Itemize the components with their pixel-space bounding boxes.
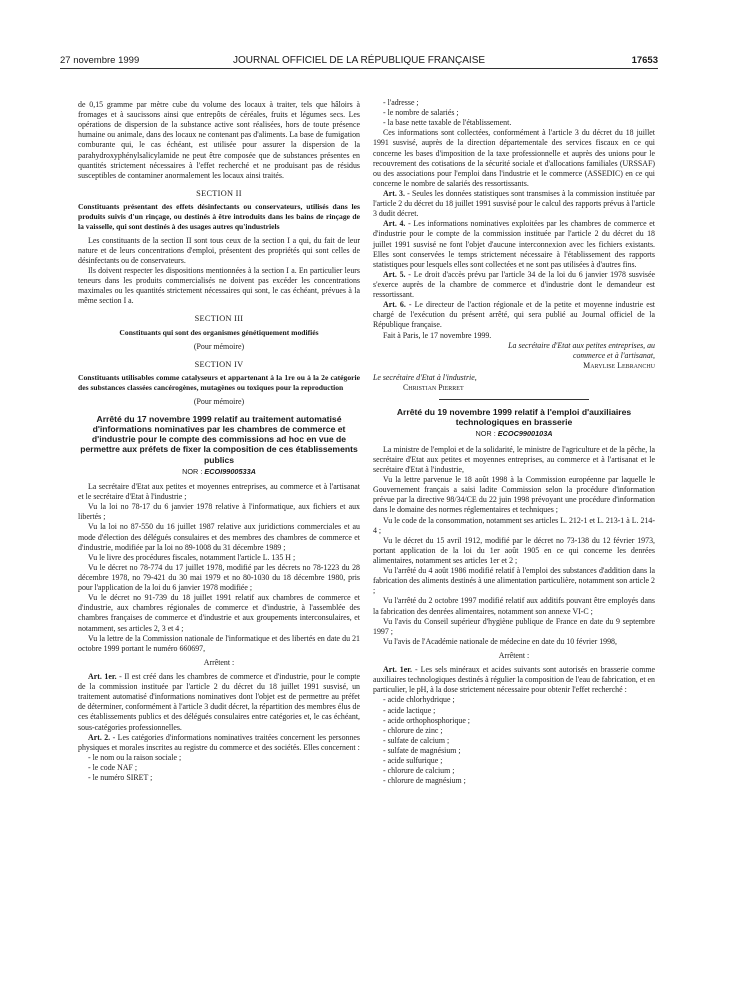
list-item: - la base nette taxable de l'établissement. [383, 118, 655, 128]
paragraph: Vu l'arrêté du 4 août 1986 modifié relatif à l'emploi des substances d'addition dans la fabrication des aliments destinés à une alimentation particulière, notamment son article 2 ; [373, 566, 655, 596]
paragraph: Vu la lettre de la Commission nationale de l'informatique et des libertés en date du 21 octobre 1999 portant le numéro 660697, [78, 633, 360, 653]
signing-place-date: Fait à Paris, le 17 novembre 1999. [383, 330, 492, 340]
arretent-label: Arrêtent : [203, 657, 235, 667]
paragraph: Vu la loi no 87-550 du 16 juillet 1987 relative aux juridictions commerciales et au mode d'élection des délégués consulaires et des membres des chambres de commerce et d'industrie, modifiée par la loi no 89-1008 du 31 décembre 1989 ; [78, 522, 360, 552]
decree-title: Arrêté du 19 novembre 1999 relatif à l'emploi d'auxiliaires technologiques en brasserie [396, 407, 632, 428]
list-item: - chlorure de zinc ; [383, 726, 655, 736]
nor-label: NOR : [182, 466, 203, 476]
list-item: - acide orthophosphorique ; [383, 716, 655, 726]
article-label: Art. 3. [383, 188, 405, 198]
nor-code: ECOI9900533A [204, 466, 256, 476]
paragraph: Ils doivent respecter les dispositions mentionnées à la section I a. En particulier leurs teneurs dans les produits commercialisés ne doivent pas excéder les concentrations maximales ou les quantités strictement nécessaires qui sont, le cas échéant, prévues à la même section I a. [78, 265, 360, 306]
section-subheading: Constituants utilisables comme catalyseurs et appartenant à la 1re ou à la 2e catégorie des substances classées cancérogènes, mutagènes ou toxiques pour la reproduction [78, 373, 360, 393]
list-item: - chlorure de calcium ; [383, 766, 655, 776]
list-item: - sulfate de calcium ; [383, 736, 655, 746]
paragraph: Vu la lettre parvenue le 18 août 1998 à la Commission européenne par laquelle le Gouvernement français a saisi ladite Commission selon la procédure d'information prévue par la directive 98/34/CE du 22 juin 1998 prévoyant une procédure d'information dans le domaine des normes réglementaires et techniques ; [373, 475, 655, 515]
signatory-title: La secrétaire d'Etat aux petites entreprises, au commerce et à l'artisanat, [508, 340, 655, 360]
header-rule [60, 68, 658, 69]
paragraph: Vu l'avis du Conseil supérieur d'hygiène publique de France en date du 9 septembre 1997 ; [373, 616, 655, 636]
paragraph: Vu l'arrêté du 2 octobre 1997 modifié relatif aux additifs pouvant être employés dans la fabrication des denrées alimentaires, notamment son annexe VI-C ; [373, 596, 655, 616]
paragraph: Vu le décret no 91-739 du 18 juillet 1991 relatif aux chambres de commerce et d'industrie, aux chambres régionales de commerce et d'industrie, à l'assemblée des chambres françaises de commerce et d'industrie et aux groupements interconsulaires, et notamment, ses articles 2, 3 et 4 ; [78, 593, 360, 633]
section-heading: SECTION III [194, 314, 244, 324]
article-label: Art. 2. [88, 732, 111, 742]
paragraph: Vu le décret no 78-774 du 17 juillet 1978, modifié par les décrets no 78-1223 du 28 décembre 1978, no 79-421 du 30 mai 1979 et no 80-1030 du 18 décembre 1980, pris pour l'application de la loi du 6 janvier 1978 modifiée ; [78, 562, 360, 593]
list-item: - sulfate de magnésium ; [383, 746, 655, 756]
section-subheading: Constituants qui sont des organismes génétiquement modifiés [119, 328, 319, 338]
paragraph: Vu le livre des procédures fiscales, notamment l'article L. 135 H ; [88, 552, 296, 562]
section-heading: SECTION IV [194, 359, 244, 369]
arretent-label: Arrêtent : [498, 650, 530, 660]
article-text: - Il est créé dans les chambres de commerce et d'industrie, pour le compte de la commission instituée par l'article 2 du décret du 18 juillet 1991 susvisé, un traitement automatisé d'informations nominatives dont l'objet est de permettre au préfet de déterminer, conformément à l'article 3 dudit décret, la répartition des membres élus de ces établissements publics et des délégués consulaires entre catégories et, le cas échéant, sous-catégories professionnelles. [78, 672, 360, 732]
section-note: (Pour mémoire) [193, 341, 245, 351]
paragraph: de 0,15 gramme par mètre cube du volume des locaux à traiter, tels que hâloirs à fromages et à saucissons ainsi que entrepôts de céréales, fruits et légumes secs. Les opérations de dispersion de la substance active sont réalisées, hors de toute présence humaine ou animale, dans des locaux ne contenant pas d'aliments. La base de fumigation comburante qui, le cas échéant, est utilisée pour assurer la dispersion de la parahydroxyphénylsalicylamide ne peut être composée que de substances présentes en quantités strictement nécessaires à l'effet recherché et ne produisant pas de résidus susceptibles de contaminer anormalement les locaux ainsi traités. [78, 100, 360, 180]
header-journal-title: JOURNAL OFFICIEL DE LA RÉPUBLIQUE FRANÇAISE [232, 55, 486, 66]
paragraph: Ces informations sont collectées, conformément à l'article 3 du décret du 18 juillet 1991 susvisé, auprès de la direction départementale des services fiscaux en ce qui concerne les bases d'imposition de la taxe professionnelle et auprès des unions pour le recouvrement des cotisations de la sécurité sociale et d'allocations familiales (URSSAF) ou des associations pour l'emploi dans l'industrie et le commerce (ASSEDIC) en ce qui concerne le nombre de salariés des ressortissants. [373, 128, 655, 188]
article-text: - Le directeur de l'action régionale et de la petite et moyenne industrie est chargé de l'exécution du présent arrêté, qui sera publié au Journal officiel de la République française. [373, 300, 655, 330]
list-item: - le numéro SIRET ; [88, 773, 360, 783]
article-text: - Les sels minéraux et acides suivants sont autorisés en brasserie comme auxiliaires technologiques destinés à régulier la composition de l'eau de fabrication, et en particulier, le pH, à la dose strictement nécessaire pour obtenir l'effet recherché : [373, 665, 655, 695]
paragraph: La ministre de l'emploi et de la solidarité, le ministre de l'agriculture et de la pêche, la secrétaire d'Etat aux petites et moyennes entreprises, au commerce et à l'artisanat et le secrétaire d'Etat à l'industrie, [373, 444, 655, 474]
article-text: - Les informations nominatives exploitées par les chambres de commerce et d'industrie pour le compte de la commission instituée par l'article 2 du décret du 18 juillet 1991 susvisé ne font l'objet d'aucune interconnexion avec les fichiers existants. Elles sont conservées le temps strictement nécessaire à l'établissement des rapports statistiques pour lesquels elles sont collectées et ne sont pas utilisées à d'autres fins. [373, 219, 655, 269]
list-item: - acide lactique ; [383, 706, 655, 716]
article-label: Art. 4. [383, 219, 406, 229]
paragraph: Vu la loi no 78-17 du 6 janvier 1978 relative à l'informatique, aux fichiers et aux libertés ; [78, 502, 360, 522]
list-item: - acide chlorhydrique ; [383, 695, 655, 705]
decree-title: Arrêté du 17 novembre 1999 relatif au traitement automatisé d'informations nominatives par les chambres de commerce et d'industrie pour le compte des commissions ad hoc en vue de permettre aux préfets de fixer la composition de ces établissements publics [80, 414, 358, 465]
article-text: - Seules les données statistiques sont transmises à la commission instituée par l'article 2 du décret du 18 juillet 1991 susvisé pour le calcul des rapports prévus à l'article 3 dudit décret. [373, 188, 655, 219]
list-item: - chlorure de magnésium ; [383, 776, 655, 786]
section-heading: SECTION II [196, 188, 242, 198]
article-label: Art. 6. [383, 300, 406, 310]
list-item: - acide sulfurique ; [383, 756, 655, 766]
paragraph: La secrétaire d'Etat aux petites et moyennes entreprises, au commerce et à l'artisanat et le secrétaire d'Etat à l'industrie ; [78, 482, 360, 502]
header-date: 27 novembre 1999 [60, 55, 140, 66]
paragraph: Les constituants de la section II sont tous ceux de la section I a qui, du fait de leur nature et de leurs concentrations d'emploi, présentent des propriétés qui sont celles de désinfectants ou de conservateurs. [78, 235, 360, 265]
info-list-continued [373, 98, 655, 128]
paragraph: Vu le code de la consommation, notamment ses articles L. 212-1 et L. 213-1 à L. 214-4 ; [373, 515, 655, 535]
header-page-number: 17653 [631, 55, 658, 66]
signatory-title: Le secrétaire d'Etat à l'industrie, [373, 372, 477, 382]
nor-code: ECOC9900103A [497, 429, 553, 439]
list-item: - l'adresse ; [383, 98, 655, 108]
signatory-name: Christian Pierret [403, 383, 464, 393]
article [78, 672, 360, 733]
article-label: Art. 1er. [88, 672, 117, 681]
article-text: - Le droit d'accès prévu par l'article 34 de la loi du 6 janvier 1978 susvisée s'exerce auprès de la chambre de commerce et d'industrie dont le demandeur est ressortissant. [373, 269, 655, 300]
decree-nor [373, 429, 655, 438]
article-label: Art. 1er. [383, 665, 413, 675]
article-label: Art. 5. [383, 269, 406, 279]
article [373, 665, 655, 695]
article-text: - Les catégories d'informations nominatives traitées concernent les personnes physiques et morales inscrites au registre du commerce et des sociétés. Elles concernent : [78, 732, 360, 752]
list-item: - le nom ou la raison sociale ; [88, 753, 360, 763]
right-column [373, 98, 655, 786]
paragraph: Vu le décret du 15 avril 1912, modifié par le décret no 73-138 du 12 février 1973, portant application de la loi du 1er août 1905 en ce qui concerne les denrées alimentaires, notamment ses articles 1er et 2 ; [373, 535, 655, 565]
list-item: - le nombre de salariés ; [383, 108, 655, 118]
article [373, 189, 655, 219]
section-note: (Pour mémoire) [193, 396, 245, 406]
info-list [78, 753, 360, 783]
article [373, 300, 655, 330]
list-item: - le code NAF ; [88, 763, 360, 773]
signatory-name: Marylise Lebranchu [583, 360, 655, 370]
article [373, 219, 655, 270]
article [373, 270, 655, 300]
decree-nor [78, 467, 360, 476]
section-subheading: Constituants présentant des effets désinfectants ou conservateurs, utilisés dans les produits suivis d'un rinçage, ou destinés à être introduits dans les bains de rinçage de la vaisselle, qui sont destinés à des usages autres qu'industriels [78, 202, 360, 231]
paragraph: Vu l'avis de l'Académie nationale de médecine en date du 10 février 1998, [383, 636, 617, 646]
separator-rule [439, 399, 589, 400]
substances-list [373, 695, 655, 786]
article [78, 733, 360, 753]
nor-label: NOR : [475, 429, 496, 439]
left-column [78, 100, 360, 783]
